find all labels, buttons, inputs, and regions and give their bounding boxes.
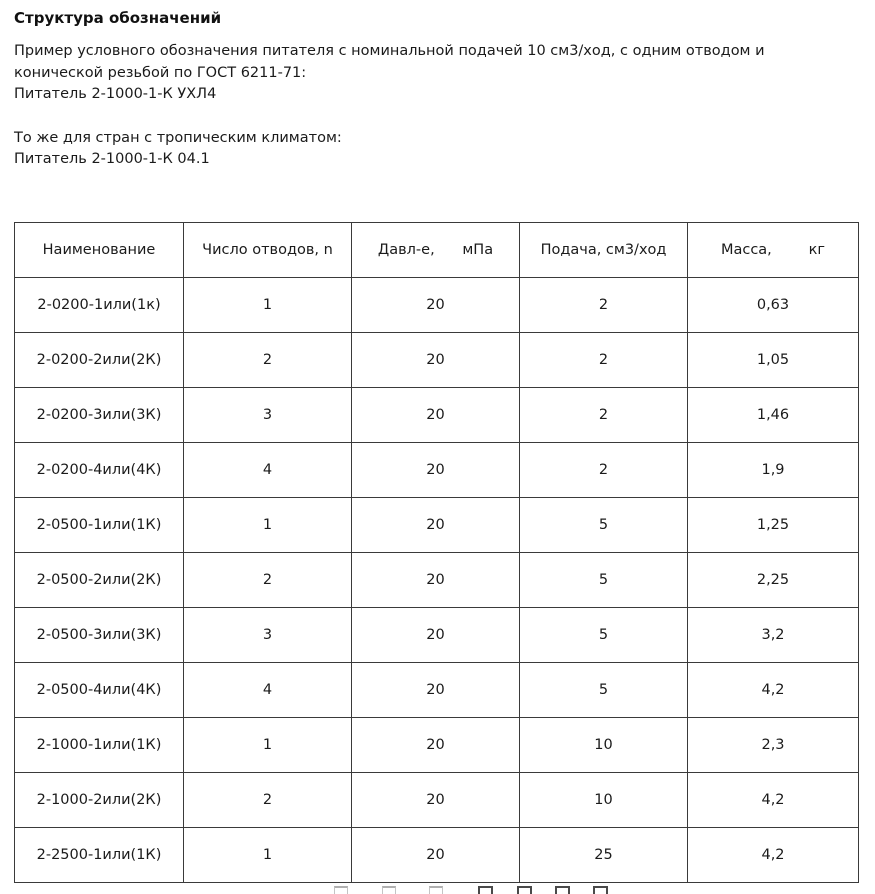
value-cell: 5 [520,497,688,552]
table-row [15,662,859,717]
value-cell: 2,25 [688,552,859,607]
value-cell: 1 [184,277,352,332]
designation-cell: 2-0200-1или(1к) [15,277,184,332]
value-cell: 10 [520,717,688,772]
value-cell: 1 [184,827,352,882]
table-row [15,497,859,552]
value-cell: 3 [184,607,352,662]
value-cell: 10 [520,772,688,827]
value-cell: 1,9 [688,442,859,497]
cutoff-glyph [382,886,396,894]
value-cell: 1 [184,497,352,552]
cutoff-glyph [334,886,348,894]
designation-cell: 2-0500-2или(2К) [15,552,184,607]
table-row [15,772,859,827]
value-cell: 20 [352,497,520,552]
value-cell: 20 [352,387,520,442]
designation-cell: 2-0200-4или(4К) [15,442,184,497]
example-text: Пример условного обозначения питателя с номинальной подачей 10 см3/ход, с одним отводом и конической резьбой по ГОСТ 6211-71: [14,43,765,81]
designation-cell: 2-1000-2или(2К) [15,772,184,827]
value-cell: 20 [352,827,520,882]
cutoff-glyph [478,886,493,894]
designation-cell: 2-1000-1или(1К) [15,717,184,772]
column-header: Подача, см3/ход [520,222,688,277]
example-designation: Питатель 2-1000-1-К УХЛ4 [14,86,217,102]
value-cell: 5 [520,662,688,717]
value-cell: 2 [520,442,688,497]
column-header: Число отводов, n [184,222,352,277]
table-row [15,277,859,332]
column-header: Наименование [15,222,184,277]
column-header: Масса, кг [688,222,859,277]
table-row [15,607,859,662]
value-cell: 1 [184,717,352,772]
cutoff-glyph [517,886,532,894]
value-cell: 4 [184,442,352,497]
designation-cell: 2-0500-3или(3К) [15,607,184,662]
designation-cell: 2-2500-1или(1К) [15,827,184,882]
value-cell: 20 [352,332,520,387]
table-row [15,552,859,607]
designation-cell: 2-0500-1или(1К) [15,497,184,552]
value-cell: 20 [352,717,520,772]
value-cell: 2,3 [688,717,859,772]
value-cell: 2 [184,552,352,607]
value-cell: 2 [520,332,688,387]
tropical-paragraph [14,128,839,171]
spec-table [14,222,859,883]
tropical-designation: Питатель 2-1000-1-К 04.1 [14,151,210,167]
value-cell: 25 [520,827,688,882]
designation-cell: 2-0200-2или(2К) [15,332,184,387]
designation-cell: 2-0200-3или(3К) [15,387,184,442]
value-cell: 1,25 [688,497,859,552]
page-title: Структура обозначений [14,9,222,27]
value-cell: 4 [184,662,352,717]
value-cell: 3 [184,387,352,442]
value-cell: 20 [352,442,520,497]
value-cell: 2 [184,332,352,387]
value-cell: 2 [520,387,688,442]
column-header: Давл-е, мПа [352,222,520,277]
tropical-text: То же для стран с тропическим климатом: [14,129,342,146]
value-cell: 4,2 [688,827,859,882]
value-cell: 20 [352,552,520,607]
value-cell: 20 [352,277,520,332]
value-cell: 4,2 [688,662,859,717]
value-cell: 4,2 [688,772,859,827]
designation-cell: 2-0500-4или(4К) [15,662,184,717]
value-cell: 20 [352,607,520,662]
table-header-row [15,222,859,277]
table-row [15,442,859,497]
value-cell: 5 [520,607,688,662]
value-cell: 20 [352,772,520,827]
value-cell: 0,63 [688,277,859,332]
cutoff-glyph [555,886,570,894]
spec-table-body [15,277,859,882]
table-row [15,827,859,882]
value-cell: 2 [520,277,688,332]
value-cell: 20 [352,662,520,717]
example-paragraph [14,41,839,106]
value-cell: 3,2 [688,607,859,662]
cutoff-glyph [593,886,608,894]
value-cell: 1,46 [688,387,859,442]
table-row [15,332,859,387]
value-cell: 1,05 [688,332,859,387]
table-row [15,387,859,442]
table-row [15,717,859,772]
cutoff-glyph [429,886,443,894]
value-cell: 5 [520,552,688,607]
partial-footer-glyphs [0,884,875,894]
value-cell: 2 [184,772,352,827]
